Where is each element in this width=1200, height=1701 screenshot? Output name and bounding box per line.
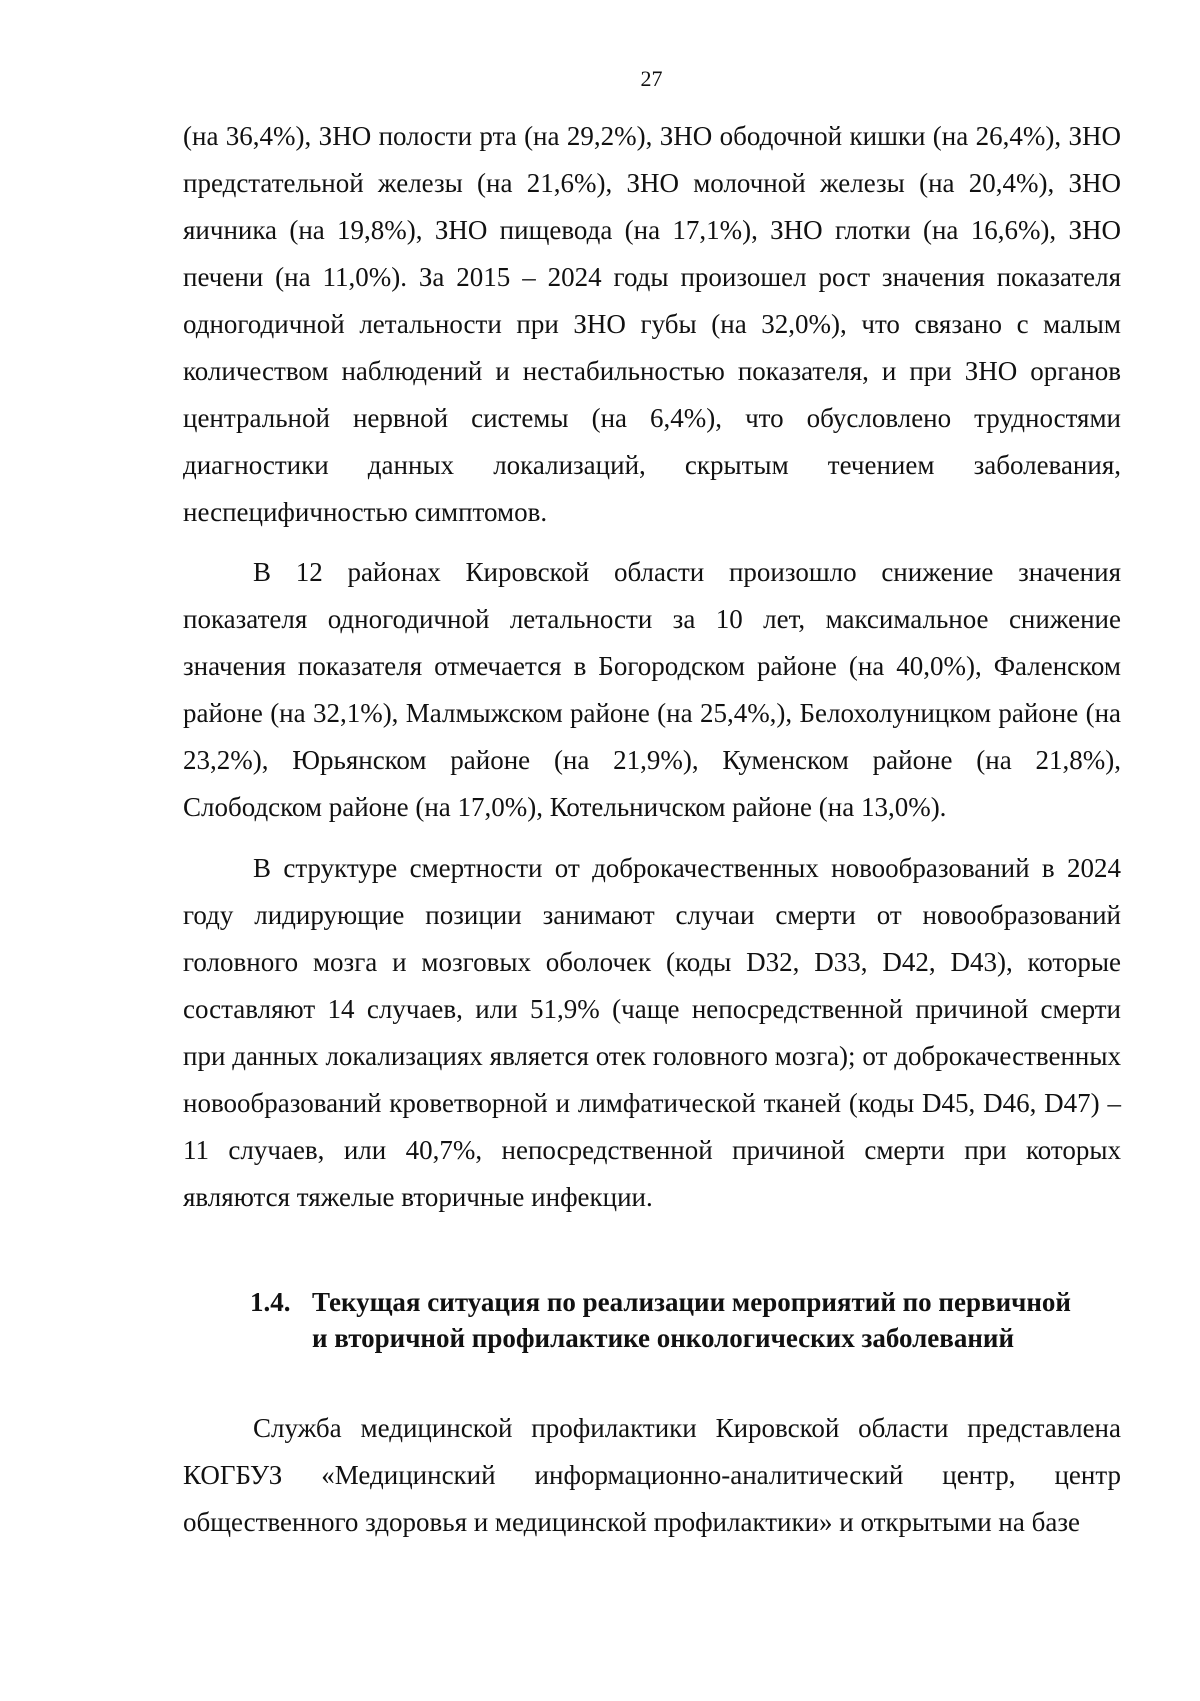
section-heading-text1: Текущая ситуация по реализации мероприятий по первичной bbox=[312, 1287, 1071, 1317]
section-heading-line1 bbox=[250, 1284, 1121, 1320]
paragraph-prevention-service: Служба медицинской профилактики Кировской области представлена КОГБУЗ «Медицинский информационно-аналитический центр, центр общественного здоровья и медицинской профилактики» и открытыми на базе bbox=[183, 1413, 1121, 1537]
section-heading bbox=[250, 1284, 1121, 1356]
section-heading-line2: и вторичной профилактике онкологических заболеваний bbox=[312, 1323, 1015, 1353]
page-number: 27 bbox=[640, 66, 663, 91]
paragraph-lethality-decrease-continued: (на 36,4%), ЗНО полости рта (на 29,2%), ЗНО ободочной кишки (на 26,4%), ЗНО предстательной железы (на 21,6%), ЗНО молочной железы (на 20,4%), ЗНО яичника (на 19,8%), ЗНО пищевода (на 17,1%), ЗНО глотки (на 16,6%), ЗНО печени (на 11,0%). За 2015 – 2024 годы произошел рост значения показателя одногодичной летальности при ЗНО губы (на 32,0%), что связано с малым количеством наблюдений и нестабильностью показателя, и при ЗНО органов центральной нервной системы (на 6,4%), что обусловлено трудностями диагностики данных локализаций, скрытым течением заболевания, неспецифичностью симптомов. bbox=[183, 121, 1121, 527]
paragraph-districts-lethality: В 12 районах Кировской области произошло снижение значения показателя одногодичной летальности за 10 лет, максимальное снижение значения показателя отмечается в Богородском районе (на 40,0%), Фаленском районе (на 32,1%), Малмыжском районе (на 25,4%,), Белохолуницком районе (на 23,2%), Юрьянском районе (на 21,9%), Куменском районе (на 21,8%), Слободском районе (на 17,0%), Котельничском районе (на 13,0%). bbox=[183, 557, 1121, 822]
section-number: 1.4. bbox=[250, 1287, 291, 1317]
paragraph-benign-neoplasms-mortality: В структуре смертности от доброкачественных новообразований в 2024 году лидирующие позиции занимают случаи смерти от новообразований головного мозга и мозговых оболочек (коды D32, D33, D42, D43), которые составляют 14 случаев, или 51,9% (чаще непосредственной причиной смерти при данных локализациях является отек головного мозга); от доброкачественных новообразований кроветворной и лимфатической тканей (коды D45, D46, D47) – 11 случаев, или 40,7%, непосредственной причиной смерти при которых являются тяжелые вторичные инфекции. bbox=[183, 853, 1121, 1212]
